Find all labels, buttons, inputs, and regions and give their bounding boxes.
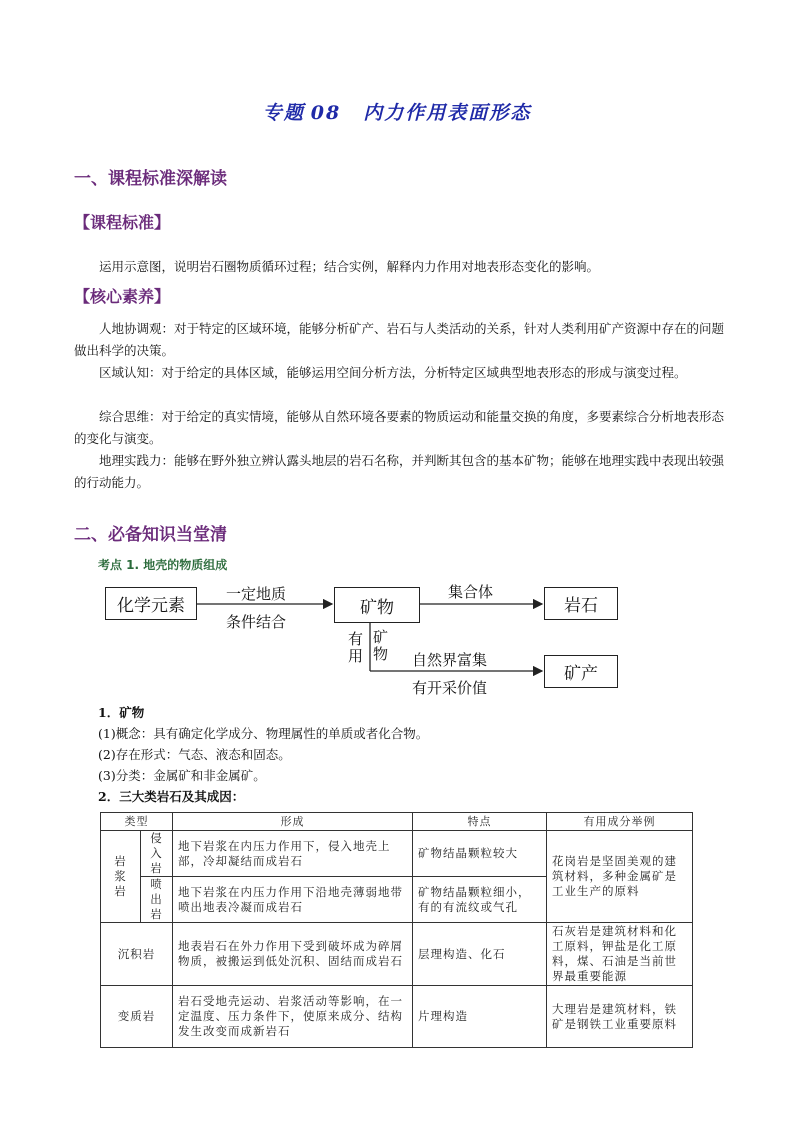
cell-intrusive: 侵入岩	[141, 831, 173, 877]
literacy-paragraph: 区域认知：对于给定的具体区域，能够运用空间分析方法，分析特定区域典型地表形态的形成与演变过程。	[99, 365, 687, 380]
cell-intrusive-feature: 矿物结晶颗粒较大	[413, 831, 547, 877]
cell-extrusive-feature: 矿物结晶颗粒细小，有的有流纹或气孔	[413, 877, 547, 923]
literacy-heading: 【核心素养】	[74, 287, 171, 306]
label-useful-2: 用	[348, 647, 364, 665]
cell-metamorphic-feature: 片理构造	[413, 986, 547, 1048]
cell-intrusive-formation: 地下岩浆在内压力作用下，侵入地壳上部，冷却凝结而成岩石	[173, 831, 413, 877]
label-condition-combine: 条件结合	[226, 613, 287, 631]
header-feature: 特点	[413, 813, 547, 831]
knowledge-list	[98, 702, 428, 807]
title-text: 内力作用表面形态	[363, 102, 532, 124]
header-use: 有用成分举例	[547, 813, 693, 831]
cell-metamorphic-use: 大理岩是建筑材料，铁矿是钢铁工业重要原料	[547, 986, 693, 1048]
header-type: 类型	[101, 813, 173, 831]
cell-metamorphic: 变质岩	[101, 986, 173, 1048]
cell-metamorphic-formation: 岩石受地壳运动、岩浆活动等影响，在一定温度、压力条件下，使原来成分、结构发生改变而成新岩石	[173, 986, 413, 1048]
label-aggregate: 集合体	[448, 583, 494, 601]
label-mining-value: 有开采价值	[412, 679, 488, 697]
box-rock: 岩石	[544, 587, 618, 620]
standard-text: 运用示意图，说明岩石圈物质循环过程；结合实例，解释内力作用对地表形态变化的影响。	[99, 259, 600, 274]
list-item: (3)分类：金属矿和非金属矿。	[98, 768, 266, 783]
cell-sedimentary-feature: 层理构造、化石	[413, 923, 547, 986]
label-useful-1: 有	[348, 630, 364, 648]
section2-heading: 二、必备知识当堂清	[74, 525, 227, 545]
box-chemical-element: 化学元素	[105, 587, 197, 620]
table-row	[101, 923, 693, 986]
cell-sedimentary-use: 石灰岩是建筑材料和化工原料，钾盐是化工原料，煤、石油是当前世界最重要能源	[547, 923, 693, 986]
label-natural-enrich: 自然界富集	[412, 651, 488, 669]
list-item: 1．矿物	[98, 705, 145, 720]
header-formation: 形成	[173, 813, 413, 831]
cell-extrusive: 喷出岩	[141, 877, 173, 923]
label-mineral-2: 物	[373, 645, 389, 663]
list-item: (1)概念：具有确定化学成分、物理属性的单质或者化合物。	[98, 726, 429, 741]
literacy-paragraph: 地理实践力：能够在野外独立辨认露头地层的岩石名称，并判断其包含的基本矿物；能够在地理实践中表现出较强的行动能力。	[74, 453, 725, 490]
title-number: 08	[310, 102, 342, 124]
cell-sedimentary-formation: 地表岩石在外力作用下受到破坏成为碎屑物质，被搬运到低处沉积、固结而成岩石	[173, 923, 413, 986]
section1-heading: 一、课程标准深解读	[74, 169, 227, 189]
label-geological-condition: 一定地质	[226, 585, 287, 603]
list-item: (2)存在形式：气态、液态和固态。	[98, 747, 291, 762]
table-row	[101, 831, 693, 877]
box-ore: 矿产	[544, 655, 618, 688]
literacy-paragraph: 综合思维：对于给定的真实情境，能够从自然环境各要素的物质运动和能量交换的角度，多要素综合分析地表形态的变化与演变。	[74, 409, 725, 446]
box-mineral: 矿物	[334, 587, 420, 623]
cell-igneous-use: 花岗岩是坚固美观的建筑材料，多种金属矿是工业生产的原料	[547, 831, 693, 923]
cell-extrusive-formation: 地下岩浆在内压力作用下沿地壳薄弱地带喷出地表冷凝而成岩石	[173, 877, 413, 923]
list-item: 2．三大类岩石及其成因：	[98, 789, 245, 804]
title-prefix: 专题	[262, 102, 305, 124]
standard-heading: 【课程标准】	[74, 213, 171, 232]
label-mineral-1: 矿	[373, 628, 389, 646]
cell-igneous: 岩浆岩	[101, 831, 141, 923]
literacy-paragraph: 人地协调观：对于特定的区域环境，能够分析矿产、岩石与人类活动的关系，针对人类利用矿产资源中存在的问题做出科学的决策。	[74, 321, 725, 358]
point1-heading: 考点 1. 地壳的物质组成	[98, 558, 228, 572]
rock-types-table	[100, 812, 693, 1048]
table-header-row	[101, 813, 693, 831]
cell-sedimentary: 沉积岩	[101, 923, 173, 986]
table-row	[101, 986, 693, 1048]
